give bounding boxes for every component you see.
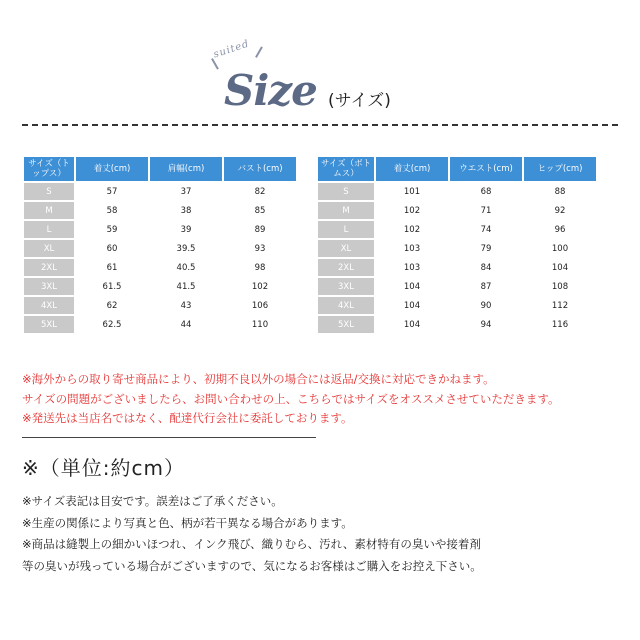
size-label-cell: XL [24,240,74,257]
table-row [24,297,296,314]
size-label-cell: 5XL [318,316,374,333]
table-cell: 57 [106,186,118,197]
bottoms-size-table [316,155,598,335]
size-label-cell: 2XL [24,259,74,276]
size-subtitle: (サイズ) [328,91,391,111]
table-cell: 40.5 [176,262,196,273]
notice-line: ※発送先は当店名ではなく、配達代行会社に委託しております。 [22,411,353,425]
table-row [318,221,596,238]
table-cell: 71 [480,205,492,216]
notes-block [22,491,482,577]
table-cell: 41.5 [176,281,196,292]
table-row [318,183,596,200]
table-cell: 62 [106,300,118,311]
table-cell: 68 [480,186,492,197]
table-cell: 103 [403,262,421,273]
table-row [24,202,296,219]
size-label-cell: 2XL [318,259,374,276]
table-cell: 88 [554,186,566,197]
table-cell: 90 [480,300,492,311]
table-row [318,278,596,295]
table-cell: 102 [403,224,421,235]
table-header: ウエスト(cm) [450,157,522,181]
table-header: サイズ（トップス） [24,157,74,181]
note-line: 等の臭いが残っている場合がございますので、気になるお客様はご購入をお控え下さい。 [22,558,482,573]
table-cell: 100 [551,243,569,254]
table-cell: 102 [251,281,269,292]
table-cell: 84 [480,262,492,273]
size-title: Size [224,66,317,115]
size-label-cell: 5XL [24,316,74,333]
table-cell: 102 [403,205,421,216]
table-cell: 116 [551,319,569,330]
table-cell: 101 [403,186,421,197]
table-header: 着丈(cm) [76,157,148,181]
table-header: サイズ（ボトムス） [318,157,374,181]
table-cell: 61.5 [102,281,122,292]
tops-size-table [22,155,298,335]
table-cell: 85 [254,205,266,216]
table-cell: 74 [480,224,492,235]
size-label-cell: 4XL [24,297,74,314]
note-line: ※生産の関係により写真と色、柄が若干異なる場合があります。 [22,515,353,530]
table-cell: 38 [180,205,192,216]
table-cell: 94 [480,319,492,330]
table-row [24,183,296,200]
table-header: 着丈(cm) [376,157,448,181]
section-divider [22,437,316,438]
table-cell: 44 [180,319,192,330]
notice-line: サイズの問題がございましたら、お問い合わせの上、こちらではサイズをオススメさせていただきます。 [22,391,560,406]
table-row [24,316,296,333]
table-cell: 89 [254,224,266,235]
table-cell: 79 [480,243,492,254]
unit-label: ※（単位:約cm） [22,456,185,480]
table-cell: 96 [554,224,566,235]
table-cell: 92 [554,205,566,216]
table-header: ヒップ(cm) [524,157,596,181]
table-row [24,240,296,257]
size-label-cell: XL [318,240,374,257]
table-cell: 93 [254,243,266,254]
table-row [318,240,596,257]
table-row [24,278,296,295]
table-cell: 82 [254,186,266,197]
size-label-cell: S [318,183,374,200]
table-cell: 104 [551,262,569,273]
table-cell: 108 [551,281,569,292]
table-cell: 104 [403,300,421,311]
size-label-cell: 4XL [318,297,374,314]
notice-block [22,370,560,429]
table-row [318,259,596,276]
size-label-cell: 3XL [318,278,374,295]
table-cell: 61 [106,262,118,273]
table-cell: 103 [403,243,421,254]
table-header: バスト(cm) [224,157,296,181]
suited-badge: suited [212,38,251,61]
table-cell: 104 [403,319,421,330]
table-cell: 59 [106,224,118,235]
table-row [318,297,596,314]
table-cell: 60 [106,243,118,254]
note-line: ※サイズ表記は目安です。誤差はご了承ください。 [22,494,283,508]
table-row [318,202,596,219]
dashed-divider [22,124,618,126]
table-header: 肩幅(cm) [150,157,222,181]
table-cell: 39.5 [176,243,196,254]
table-cell: 98 [254,262,266,273]
table-cell: 112 [551,300,569,311]
table-row [24,221,296,238]
size-label-cell: M [318,202,374,219]
table-cell: 58 [106,205,118,216]
table-cell: 37 [180,186,192,197]
table-cell: 62.5 [102,319,122,330]
table-cell: 106 [251,300,269,311]
note-line: ※商品は縫製上の細かいほつれ、インク飛び、織りむら、汚れ、素材特有の臭いや接着剤 [22,537,481,551]
size-label-cell: S [24,183,74,200]
notice-line: ※海外からの取り寄せ商品により、初期不良以外の場合には返品/交換に対応できかねます。 [22,372,495,386]
size-header [0,40,640,120]
table-row [24,259,296,276]
size-label-cell: L [318,221,374,238]
table-cell: 110 [251,319,269,330]
table-cell: 104 [403,281,421,292]
size-label-cell: 3XL [24,278,74,295]
table-cell: 87 [480,281,492,292]
table-cell: 39 [180,224,192,235]
size-label-cell: M [24,202,74,219]
size-label-cell: L [24,221,74,238]
table-row [318,316,596,333]
table-cell: 43 [180,300,192,311]
